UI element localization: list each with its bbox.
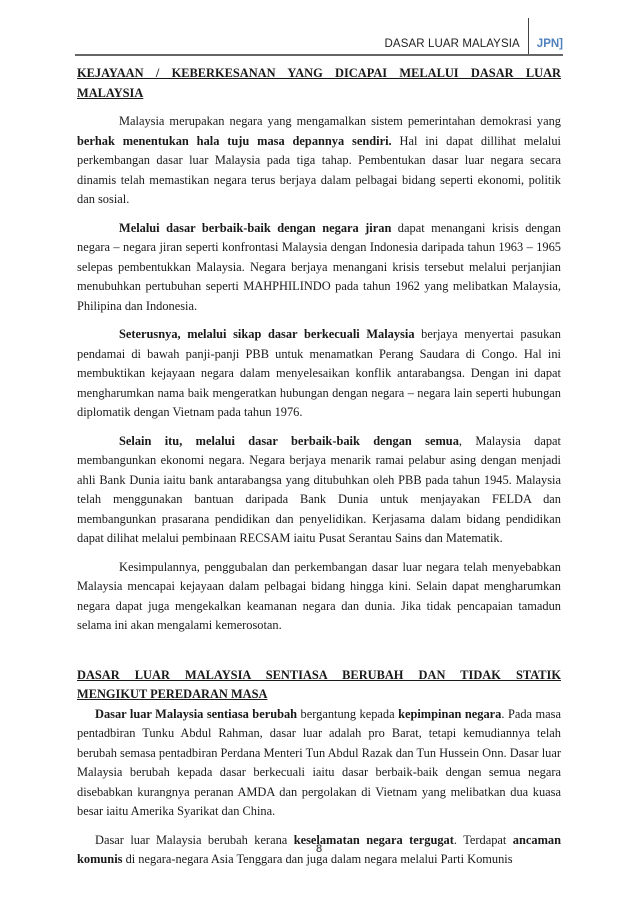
section2-heading-line2: MENGIKUT PEREDARAN MASA	[77, 687, 268, 701]
section2-heading-line1: DASAR LUAR MALAYSIA SENTIASA BERUBAH DAN TIDAK STATIK	[77, 667, 561, 682]
page-number: 8	[315, 843, 323, 855]
text-run: di negara-negara Asia Tenggara dan juga dalam negara melalui Parti Komunis	[122, 852, 513, 866]
section2-paragraph-1	[77, 705, 561, 822]
header-title: DASAR LUAR MALAYSIA	[384, 38, 520, 50]
text-run: Hal ini dapat dillihat melalui perkembangan dasar luar Malaysia pada tiga tahap. Pembentukan dasar luar negara secara dinamis telah memastikan negara terus berjaya dalam pelbagai bidang seperti ekonomi, politik dan sosial.	[77, 133, 561, 206]
text-run: . Pada masa pentadbiran Tunku Abdul Rahman, dasar luar adalah pro Barat, tetapi kemudiannya telah berubah semasa pentadbiran Perdana Menteri Tun Abdul Razak dan Tun Hussein Onn. Dasar luar Malaysia berubah kepada dasar berkecuali iaitu dasar berbaik-baik dengan semua negara disebabkan kurangnya peranan AMDA dan pergolakan di Vietnam yang melibatkan dua kuasa besar iaitu Amerika Syarikat dan China.	[77, 706, 561, 818]
text-run: . Terdapat	[453, 832, 513, 847]
text-run: bergantung kepada	[297, 706, 399, 721]
header-rule	[75, 54, 563, 56]
section1-heading-line2: MALAYSIA	[77, 85, 144, 100]
section1-paragraph-1	[77, 112, 561, 210]
bold-run: Melalui dasar berbaik-baik dengan negara jiran	[119, 220, 392, 235]
bold-run: ancaman komunis	[77, 832, 561, 866]
text-run: berjaya menyertai pasukan pendamai di bawah panji-panji PBB untuk menamatkan Perang Saudara di Congo. Hal ini membuktikan kejayaan negara dalam menyelesaikan konflik antarabangsa. Dengan ini dapat mengharumkan nama baik mengeratkan hubungan dengan negara – negara lain seperti hubungan diplomatik dengan Vietnam pada tahun 1976.	[77, 327, 561, 419]
page-header	[385, 18, 563, 54]
section1-paragraph-5	[77, 558, 561, 636]
bold-run: berhak menentukan hala tuju masa depannya sendiri.	[77, 133, 392, 148]
text-run: Malaysia merupakan negara yang mengamalkan sistem pemerintahan demokrasi yang	[119, 114, 561, 128]
bold-run: Selain itu, melalui dasar berbaik-baik dengan semua	[119, 433, 459, 448]
section1-paragraph-4	[77, 432, 561, 549]
text-run: Dasar luar Malaysia berubah kerana	[95, 832, 294, 847]
text-run: , Malaysia dapat membangunkan ekonomi negara. Negara berjaya menarik ramai pelabur asing dengan menjadi ahli Bank Dunia iaitu bank antarabangsa yang ditubuhkan oleh PBB pada tahun 1945. Malaysia telah menggunakan bantuan daripada Bank Dunia untuk menjayakan FELDA dan membangunkan prasarana pendidikan dan penyelidikan. Kerjasama dalam bidang pendidikan dapat dilihat melalui pembinaan RECSAM iaitu Pusat Serantau Sains dan Matematik.	[77, 433, 561, 545]
section1-paragraph-2	[77, 219, 561, 317]
bold-run: keselamatan negara tergugat	[293, 832, 454, 847]
bold-run: Dasar luar Malaysia sentiasa berubah	[95, 706, 298, 721]
page-content	[77, 64, 561, 870]
header-code: JPN]	[536, 38, 563, 50]
text-run: dapat menangani krisis dengan negara – negara jiran seperti konfrontasi Malaysia dengan Indonesia daripada tahun 1963 – 1965 selepas pembentukkan Malaysia. Negara berjaya menangani krisis tersebut melalui perjanjian menubuhkan pertubuhan seperti MAHPHILINDO pada tahun 1962 yang melibatkan Malaysia, Philipina dan Indonesia.	[77, 220, 562, 313]
bold-run: Seterusnya, melalui sikap dasar berkecuali Malaysia	[119, 327, 415, 341]
section1-heading-line1: KEJAYAAN / KEBERKESANAN YANG DICAPAI MELALUI DASAR LUAR	[77, 66, 561, 80]
bold-run: kepimpinan negara	[398, 706, 502, 721]
text-run: Kesimpulannya, penggubalan dan perkembangan dasar luar negara telah menyebabkan Malaysia mencapai kejayaan dalam pelbagai bidang hingga kini. Selain dapat mengharumkan negara dapat juga mengekalkan keamanan negara dan dunia. Jika tidak pencapaian tamadun selama ini akan mengalami kemerosotan.	[77, 559, 561, 632]
section1-paragraph-3	[77, 325, 561, 423]
